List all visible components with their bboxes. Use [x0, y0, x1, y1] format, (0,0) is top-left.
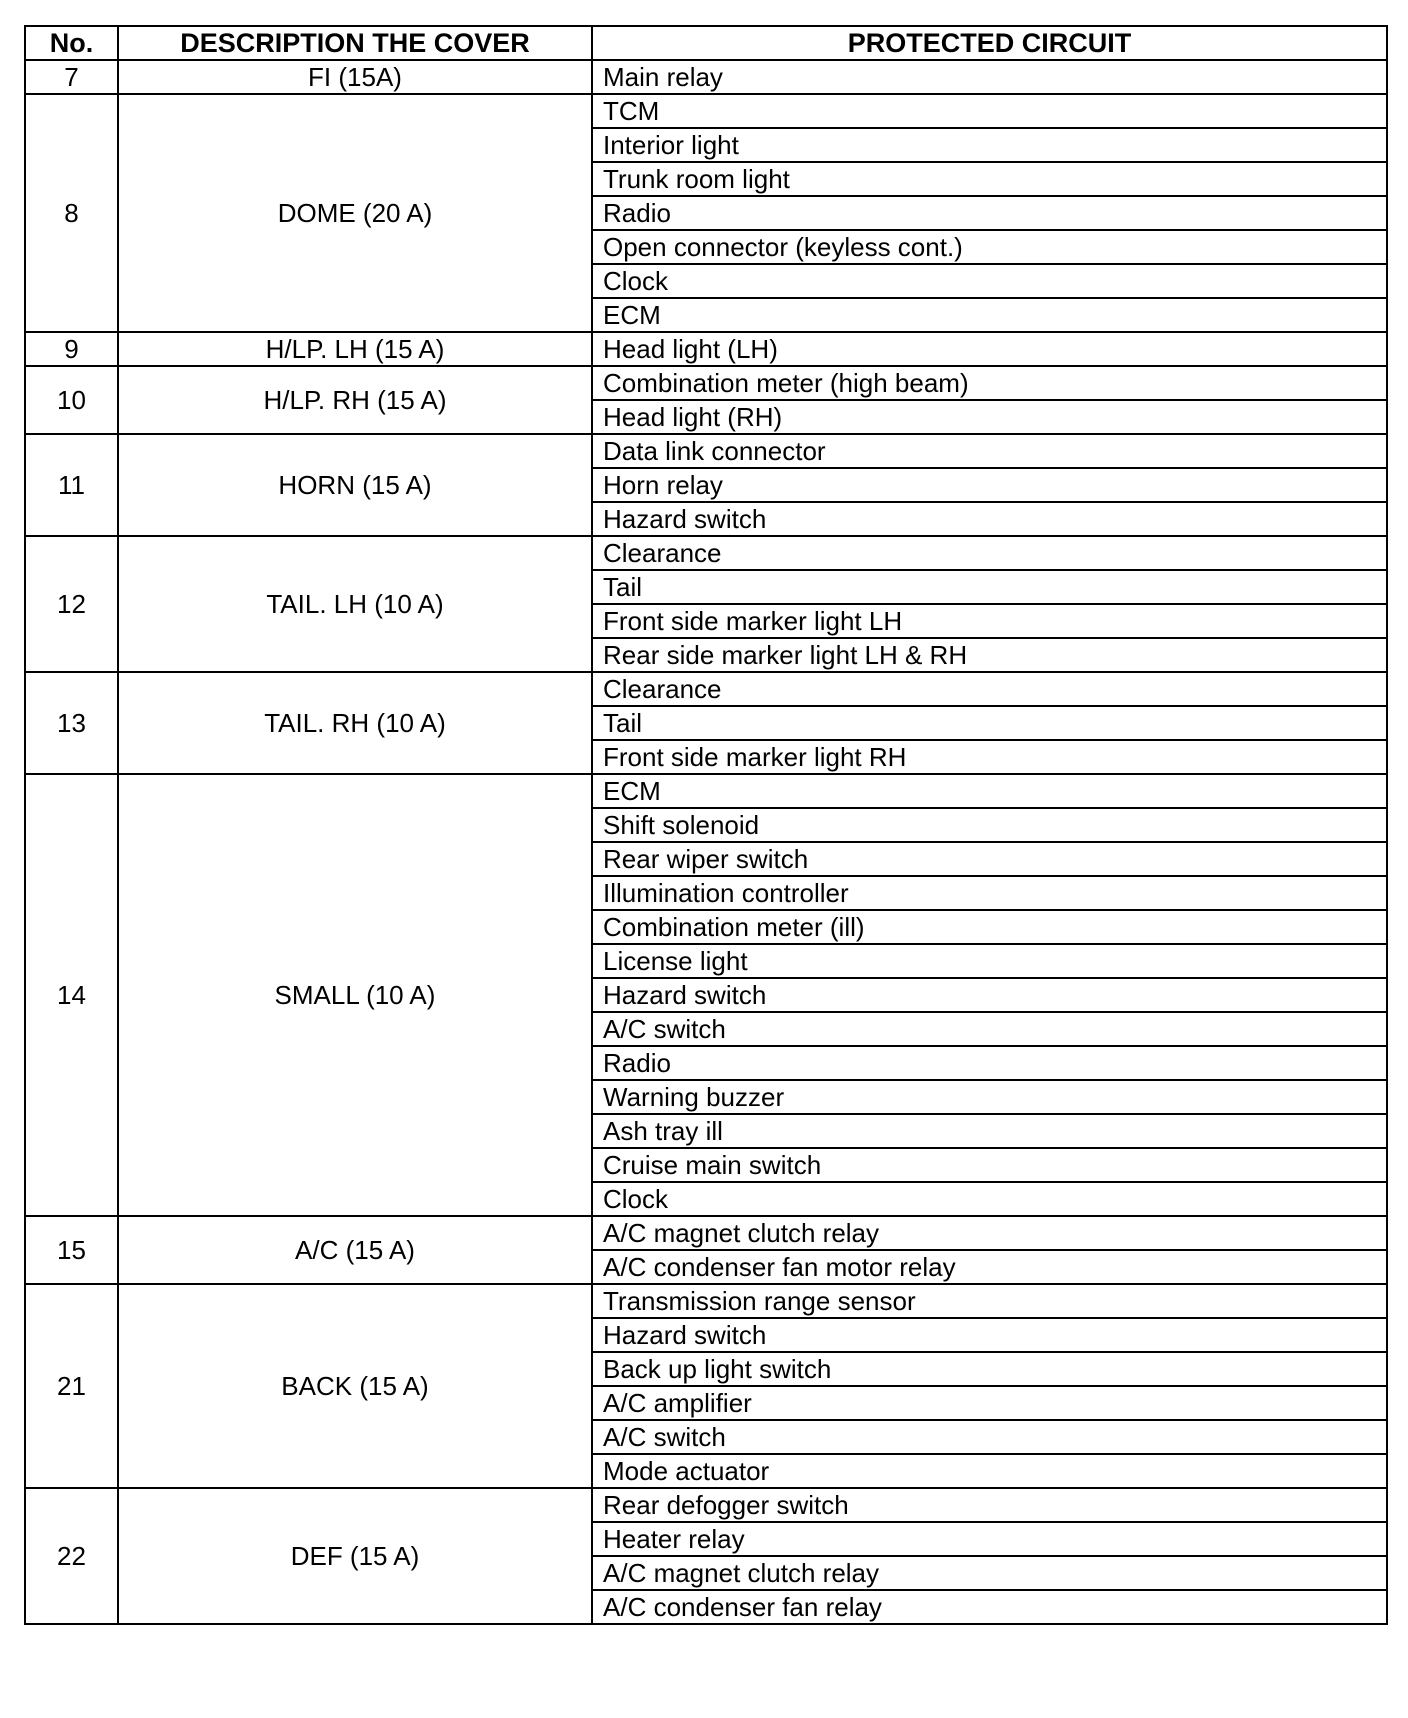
protected-circuit: Rear side marker light LH & RH — [592, 638, 1387, 672]
protected-circuit: Main relay — [592, 60, 1387, 94]
protected-circuit: Tail — [592, 706, 1387, 740]
protected-circuit: Heater relay — [592, 1522, 1387, 1556]
protected-circuit: Combination meter (high beam) — [592, 366, 1387, 400]
fuse-number: 22 — [25, 1488, 118, 1624]
header-no: No. — [25, 26, 118, 60]
protected-circuit: Hazard switch — [592, 502, 1387, 536]
protected-circuit: Radio — [592, 196, 1387, 230]
table-row — [25, 434, 1387, 468]
fuse-number: 13 — [25, 672, 118, 774]
fuse-description: A/C (15 A) — [118, 1216, 592, 1284]
protected-circuit: Hazard switch — [592, 978, 1387, 1012]
fuse-description: FI (15A) — [118, 60, 592, 94]
fuse-description: BACK (15 A) — [118, 1284, 592, 1488]
protected-circuit: Radio — [592, 1046, 1387, 1080]
protected-circuit: Shift solenoid — [592, 808, 1387, 842]
protected-circuit: License light — [592, 944, 1387, 978]
protected-circuit: Combination meter (ill) — [592, 910, 1387, 944]
fuse-number: 21 — [25, 1284, 118, 1488]
protected-circuit: Cruise main switch — [592, 1148, 1387, 1182]
fuse-description: TAIL. LH (10 A) — [118, 536, 592, 672]
table-row — [25, 60, 1387, 94]
protected-circuit: Warning buzzer — [592, 1080, 1387, 1114]
table-row — [25, 774, 1387, 808]
protected-circuit: Clearance — [592, 672, 1387, 706]
protected-circuit: TCM — [592, 94, 1387, 128]
header-row — [25, 26, 1387, 60]
table-row — [25, 1488, 1387, 1522]
protected-circuit: Trunk room light — [592, 162, 1387, 196]
protected-circuit: ECM — [592, 774, 1387, 808]
protected-circuit: Horn relay — [592, 468, 1387, 502]
protected-circuit: A/C condenser fan relay — [592, 1590, 1387, 1624]
protected-circuit: A/C amplifier — [592, 1386, 1387, 1420]
protected-circuit: Illumination controller — [592, 876, 1387, 910]
fuse-number: 10 — [25, 366, 118, 434]
protected-circuit: A/C magnet clutch relay — [592, 1556, 1387, 1590]
fuse-description: DEF (15 A) — [118, 1488, 592, 1624]
protected-circuit: Hazard switch — [592, 1318, 1387, 1352]
protected-circuit: ECM — [592, 298, 1387, 332]
protected-circuit: A/C switch — [592, 1012, 1387, 1046]
protected-circuit: Clock — [592, 1182, 1387, 1216]
fuse-description: H/LP. LH (15 A) — [118, 332, 592, 366]
fuse-description: H/LP. RH (15 A) — [118, 366, 592, 434]
protected-circuit: Head light (RH) — [592, 400, 1387, 434]
protected-circuit: Clearance — [592, 536, 1387, 570]
protected-circuit: Transmission range sensor — [592, 1284, 1387, 1318]
fuse-number: 14 — [25, 774, 118, 1216]
fuse-table — [24, 25, 1388, 1625]
protected-circuit: Rear wiper switch — [592, 842, 1387, 876]
protected-circuit: Open connector (keyless cont.) — [592, 230, 1387, 264]
protected-circuit: A/C switch — [592, 1420, 1387, 1454]
table-row — [25, 366, 1387, 400]
protected-circuit: Data link connector — [592, 434, 1387, 468]
fuse-number: 8 — [25, 94, 118, 332]
fuse-description: DOME (20 A) — [118, 94, 592, 332]
table-row — [25, 1284, 1387, 1318]
protected-circuit: Ash tray ill — [592, 1114, 1387, 1148]
table-header — [25, 26, 1387, 60]
fuse-number: 7 — [25, 60, 118, 94]
table-row — [25, 332, 1387, 366]
protected-circuit: Tail — [592, 570, 1387, 604]
table-row — [25, 94, 1387, 128]
fuse-number: 15 — [25, 1216, 118, 1284]
fuse-description: HORN (15 A) — [118, 434, 592, 536]
protected-circuit: Front side marker light RH — [592, 740, 1387, 774]
header-description: DESCRIPTION THE COVER — [118, 26, 592, 60]
fuse-description: SMALL (10 A) — [118, 774, 592, 1216]
protected-circuit: A/C condenser fan motor relay — [592, 1250, 1387, 1284]
table-body — [25, 60, 1387, 1624]
protected-circuit: Front side marker light LH — [592, 604, 1387, 638]
fuse-number: 12 — [25, 536, 118, 672]
table-row — [25, 672, 1387, 706]
fuse-number: 9 — [25, 332, 118, 366]
protected-circuit: Interior light — [592, 128, 1387, 162]
protected-circuit: Clock — [592, 264, 1387, 298]
protected-circuit: Mode actuator — [592, 1454, 1387, 1488]
table-row — [25, 536, 1387, 570]
table-row — [25, 1216, 1387, 1250]
protected-circuit: A/C magnet clutch relay — [592, 1216, 1387, 1250]
fuse-description: TAIL. RH (10 A) — [118, 672, 592, 774]
protected-circuit: Back up light switch — [592, 1352, 1387, 1386]
protected-circuit: Head light (LH) — [592, 332, 1387, 366]
protected-circuit: Rear defogger switch — [592, 1488, 1387, 1522]
header-circuit: PROTECTED CIRCUIT — [592, 26, 1387, 60]
fuse-number: 11 — [25, 434, 118, 536]
